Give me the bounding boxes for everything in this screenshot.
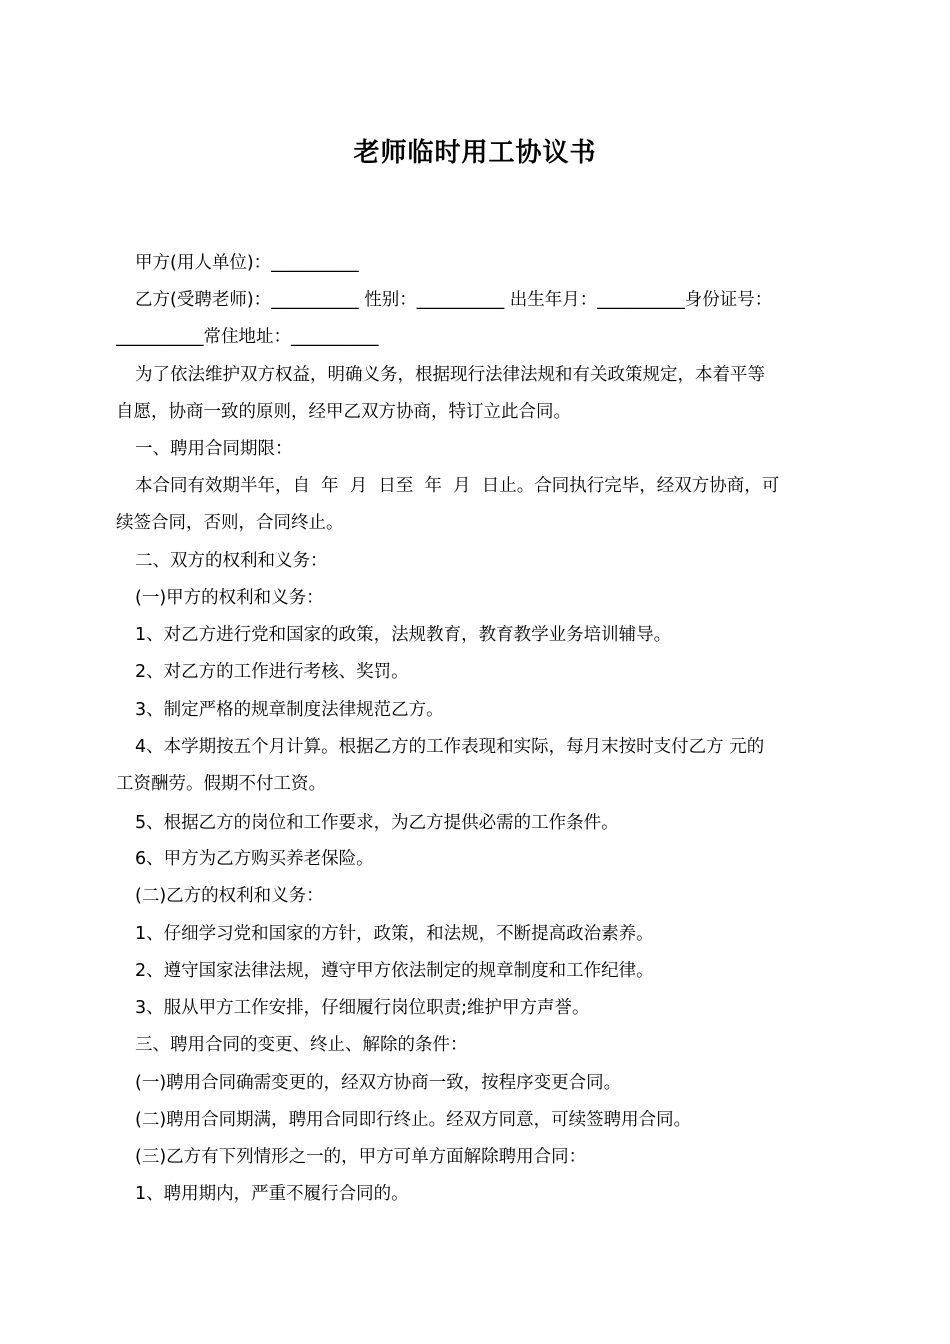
preamble-line-2: 自愿，协商一致的原则，经甲乙双方协商，特订立此合同。	[116, 402, 571, 422]
section-3-heading: 三、聘用合同的变更、终止、解除的条件：	[135, 1035, 468, 1055]
party-a-item-6: 6、甲方为乙方购买养老保险。	[135, 849, 374, 869]
party-b-rights-heading: (二)乙方的权利和义务：	[135, 886, 324, 906]
term-line-1: 本合同有效期半年，自 年 月 日至 年 月 日止。合同执行完毕，经双方协商，可	[135, 476, 780, 496]
party-a-rights-heading: (一)甲方的权利和义务：	[135, 588, 324, 608]
preamble-line-1: 为了依法维护双方权益，明确义务，根据现行法律法规和有关政策规定，本着平等	[135, 365, 765, 385]
party-a-line: 甲方(用人单位)：__________	[135, 253, 359, 273]
party-b-item-1: 1、仔细学习党和国家的方针，政策，和法规，不断提高政治素养。	[135, 924, 654, 944]
termination-item-1: 1、聘用期内，严重不履行合同的。	[135, 1184, 409, 1204]
change-clause-1: (一)聘用合同确需变更的，经双方协商一致，按程序变更合同。	[135, 1073, 622, 1093]
section-1-heading: 一、聘用合同期限：	[135, 439, 293, 459]
party-b-item-3: 3、服从甲方工作安排，仔细履行岗位职责;维护甲方声誉。	[135, 998, 590, 1018]
document-title: 老师临时用工协议书	[353, 138, 597, 168]
change-clause-3: (三)乙方有下列情形之一的，甲方可单方面解除聘用合同：	[135, 1147, 587, 1167]
party-a-item-1: 1、对乙方进行党和国家的政策，法规教育，教育教学业务培训辅导。	[135, 625, 672, 645]
address-line: __________常住地址：__________	[116, 327, 379, 347]
change-clause-2: (二)聘用合同期满，聘用合同即行终止。经双方同意，可续签聘用合同。	[135, 1110, 692, 1130]
term-line-2: 续签合同，否则，合同终止。	[116, 513, 344, 533]
party-a-item-4: 4、本学期按五个月计算。根据乙方的工作表现和实际，每月末按时支付乙方 元的	[135, 737, 765, 757]
party-a-item-4-cont: 工资酬劳。假期不付工资。	[116, 774, 326, 794]
section-2-heading: 二、双方的权利和义务：	[135, 551, 328, 571]
party-a-item-5: 5、根据乙方的岗位和工作要求，为乙方提供必需的工作条件。	[135, 813, 619, 833]
party-a-item-2: 2、对乙方的工作进行考核、奖罚。	[135, 662, 409, 682]
party-b-item-2: 2、遵守国家法律法规，遵守甲方依法制定的规章制度和工作纪律。	[135, 961, 654, 981]
party-a-item-3: 3、制定严格的规章制度法律规范乙方。	[135, 700, 444, 720]
party-b-line: 乙方(受聘老师)：__________ 性别：__________ 出生年月：__________身份证号：	[135, 290, 773, 310]
